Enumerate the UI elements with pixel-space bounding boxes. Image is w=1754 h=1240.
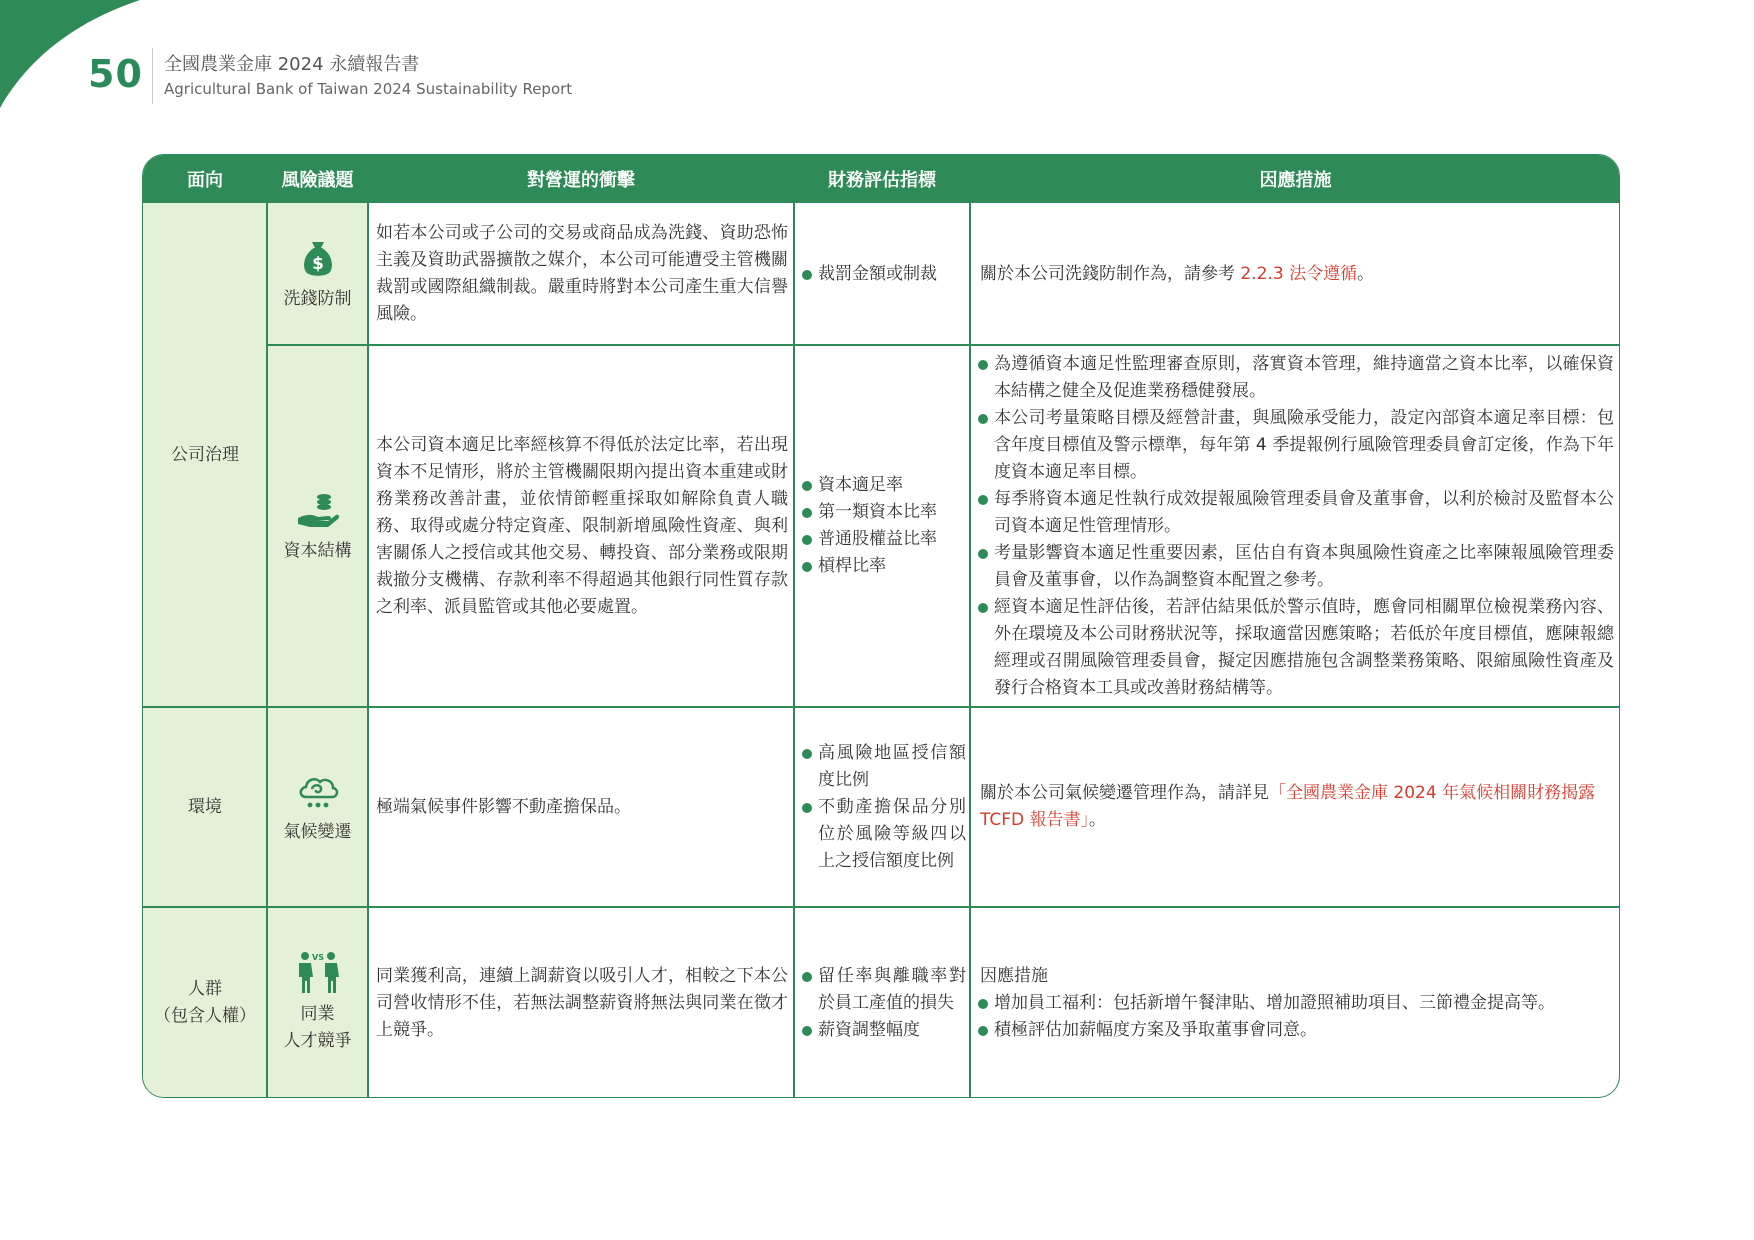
section-reference-link[interactable]: 2.2.3 法令遵循 bbox=[1240, 263, 1358, 284]
response-item: 本公司考量策略目標及經營計畫，與風險承受能力，設定內部資本適足率目標：包含年度目標值及警示標準，每年第 4 季提報例行風險管理委員會訂定後，作為下年度資本適足率目標。 bbox=[976, 405, 1614, 486]
indicator-item: 薪資調整幅度 bbox=[800, 1017, 966, 1044]
aspect-environment: 環境 bbox=[143, 707, 267, 907]
column-header-response: 因應措施 bbox=[970, 155, 1620, 203]
storm-cloud-icon bbox=[296, 769, 340, 813]
aspect-people-line1: 人群 bbox=[188, 979, 222, 999]
response-text-end: 。 bbox=[1089, 810, 1107, 830]
header-divider bbox=[152, 48, 153, 104]
svg-text:VS: VS bbox=[311, 953, 324, 962]
risk-topic-label-line2: 人才競爭 bbox=[283, 1031, 352, 1051]
column-header-aspect: 面向 bbox=[143, 155, 267, 203]
hand-coins-icon bbox=[296, 488, 340, 532]
page-number: 50 bbox=[88, 52, 143, 96]
report-title-en: Agricultural Bank of Taiwan 2024 Sustainability Report bbox=[164, 80, 573, 98]
indicators-capital-structure bbox=[800, 345, 966, 707]
versus-people-icon bbox=[296, 951, 340, 995]
aspect-governance: 公司治理 bbox=[143, 203, 267, 707]
column-header-risk-topic: 風險議題 bbox=[267, 155, 368, 203]
indicator-item: 普通股權益比率 bbox=[800, 526, 966, 553]
impact-talent-competition: 同業獲利高，連續上調薪資以吸引人才，相較之下本公司營收情形不佳，若無法調整薪資將無法與同業在徵才上競爭。 bbox=[376, 965, 788, 1040]
response-item: 增加員工福利：包括新增午餐津貼、增加證照補助項目、三節禮金提高等。 bbox=[976, 990, 1614, 1017]
response-text: 關於本公司洗錢防制作為，請參考 bbox=[980, 263, 1241, 284]
indicator-item: 裁罰金額或制裁 bbox=[800, 261, 966, 288]
grid-line bbox=[143, 906, 1620, 908]
risk-topic-climate-change bbox=[267, 707, 368, 907]
risk-topic-label-line1: 同業 bbox=[300, 1004, 335, 1024]
aspect-people-line2: （包含人權） bbox=[154, 1006, 256, 1026]
response-climate-change bbox=[980, 707, 1614, 907]
response-text-end: 。 bbox=[1357, 263, 1375, 284]
response-talent-competition bbox=[976, 907, 1614, 1098]
response-title: 因應措施 bbox=[980, 965, 1048, 986]
report-title-zh: 全國農業金庫 2024 永續報告書 bbox=[164, 54, 420, 75]
risk-table bbox=[142, 154, 1620, 1098]
impact-aml: 如若本公司或子公司的交易或商品成為洗錢、資助恐怖主義及資助武器擴散之媒介，本公司可能遭受主管機關裁罰或國際組織制裁。嚴重時將對本公司產生重大信譽風險。 bbox=[376, 223, 788, 324]
response-item: 考量影響資本適足性重要因素，匡估自有資本與風險性資產之比率陳報風險管理委員會及董事會，以作為調整資本配置之參考。 bbox=[976, 540, 1614, 594]
response-text: 關於本公司氣候變遷管理作為，請詳見 bbox=[980, 783, 1269, 803]
indicator-item: 高風險地區授信額度比例 bbox=[800, 740, 966, 794]
indicators-aml bbox=[800, 203, 966, 345]
grid-line bbox=[367, 155, 369, 1098]
response-capital-structure bbox=[976, 345, 1614, 707]
grid-line bbox=[267, 344, 1620, 346]
indicator-item: 第一類資本比率 bbox=[800, 499, 966, 526]
aspect-people bbox=[143, 907, 267, 1098]
money-bag-icon bbox=[296, 236, 340, 280]
indicator-item: 留任率與離職率對於員工產值的損失 bbox=[800, 963, 966, 1017]
risk-topic-label: 氣候變遷 bbox=[283, 821, 352, 842]
column-header-impact: 對營運的衝擊 bbox=[368, 155, 794, 203]
indicator-item: 槓桿比率 bbox=[800, 553, 966, 580]
risk-topic-talent-competition bbox=[267, 907, 368, 1098]
response-item: 為遵循資本適足性監理審查原則，落實資本管理，維持適當之資本比率，以確保資本結構之健全及促進業務穩健發展。 bbox=[976, 351, 1614, 405]
column-header-indicators: 財務評估指標 bbox=[794, 155, 970, 203]
grid-line bbox=[143, 706, 1620, 708]
indicator-item: 資本適足率 bbox=[800, 472, 966, 499]
response-item: 經資本適足性評估後，若評估結果低於警示值時，應會同相關單位檢視業務內容、外在環境及本公司財務狀況等，採取適當因應策略；若低於年度目標值，應陳報總經理或召開風險管理委員會，擬定因應措施包含調整業務策略、限縮風險性資產及發行合格資本工具或改善財務結構等。 bbox=[976, 594, 1614, 702]
impact-capital-structure: 本公司資本適足比率經核算不得低於法定比率，若出現資本不足情形，將於主管機關限期內提出資本重建或財務業務改善計畫，並依情節輕重採取如解除負責人職務、取得或處分特定資產、限制新增風險性資產、與利害關係人之授信或其他交易、轉投資、部分業務或限期裁撤分支機構、存款利率不得超過其他銀行同性質存款之利率、派員監管或其他必要處置。 bbox=[376, 434, 788, 617]
risk-topic-label: 洗錢防制 bbox=[283, 288, 352, 309]
impact-climate-change: 極端氣候事件影響不動產擔保品。 bbox=[376, 796, 631, 817]
risk-topic-label: 資本結構 bbox=[283, 540, 352, 561]
response-item: 積極評估加薪幅度方案及爭取董事會同意。 bbox=[976, 1017, 1614, 1044]
indicators-talent-competition bbox=[800, 907, 966, 1098]
grid-line bbox=[793, 155, 795, 1098]
grid-line bbox=[969, 155, 971, 1098]
indicators-climate-change bbox=[800, 707, 966, 907]
indicator-item: 不動產擔保品分別位於風險等級四以上之授信額度比例 bbox=[800, 794, 966, 875]
risk-topic-aml bbox=[267, 203, 368, 345]
grid-line bbox=[266, 155, 268, 1098]
response-aml bbox=[980, 203, 1614, 345]
response-item: 每季將資本適足性執行成效提報風險管理委員會及董事會，以利於檢討及監督本公司資本適足性管理情形。 bbox=[976, 486, 1614, 540]
tcfd-report-link[interactable]: 「全國農業金庫 2024 年氣候相關財務揭露 TCFD 報告書」 bbox=[980, 783, 1596, 830]
risk-topic-capital-structure bbox=[267, 345, 368, 707]
svg-text:$: $ bbox=[311, 253, 324, 274]
